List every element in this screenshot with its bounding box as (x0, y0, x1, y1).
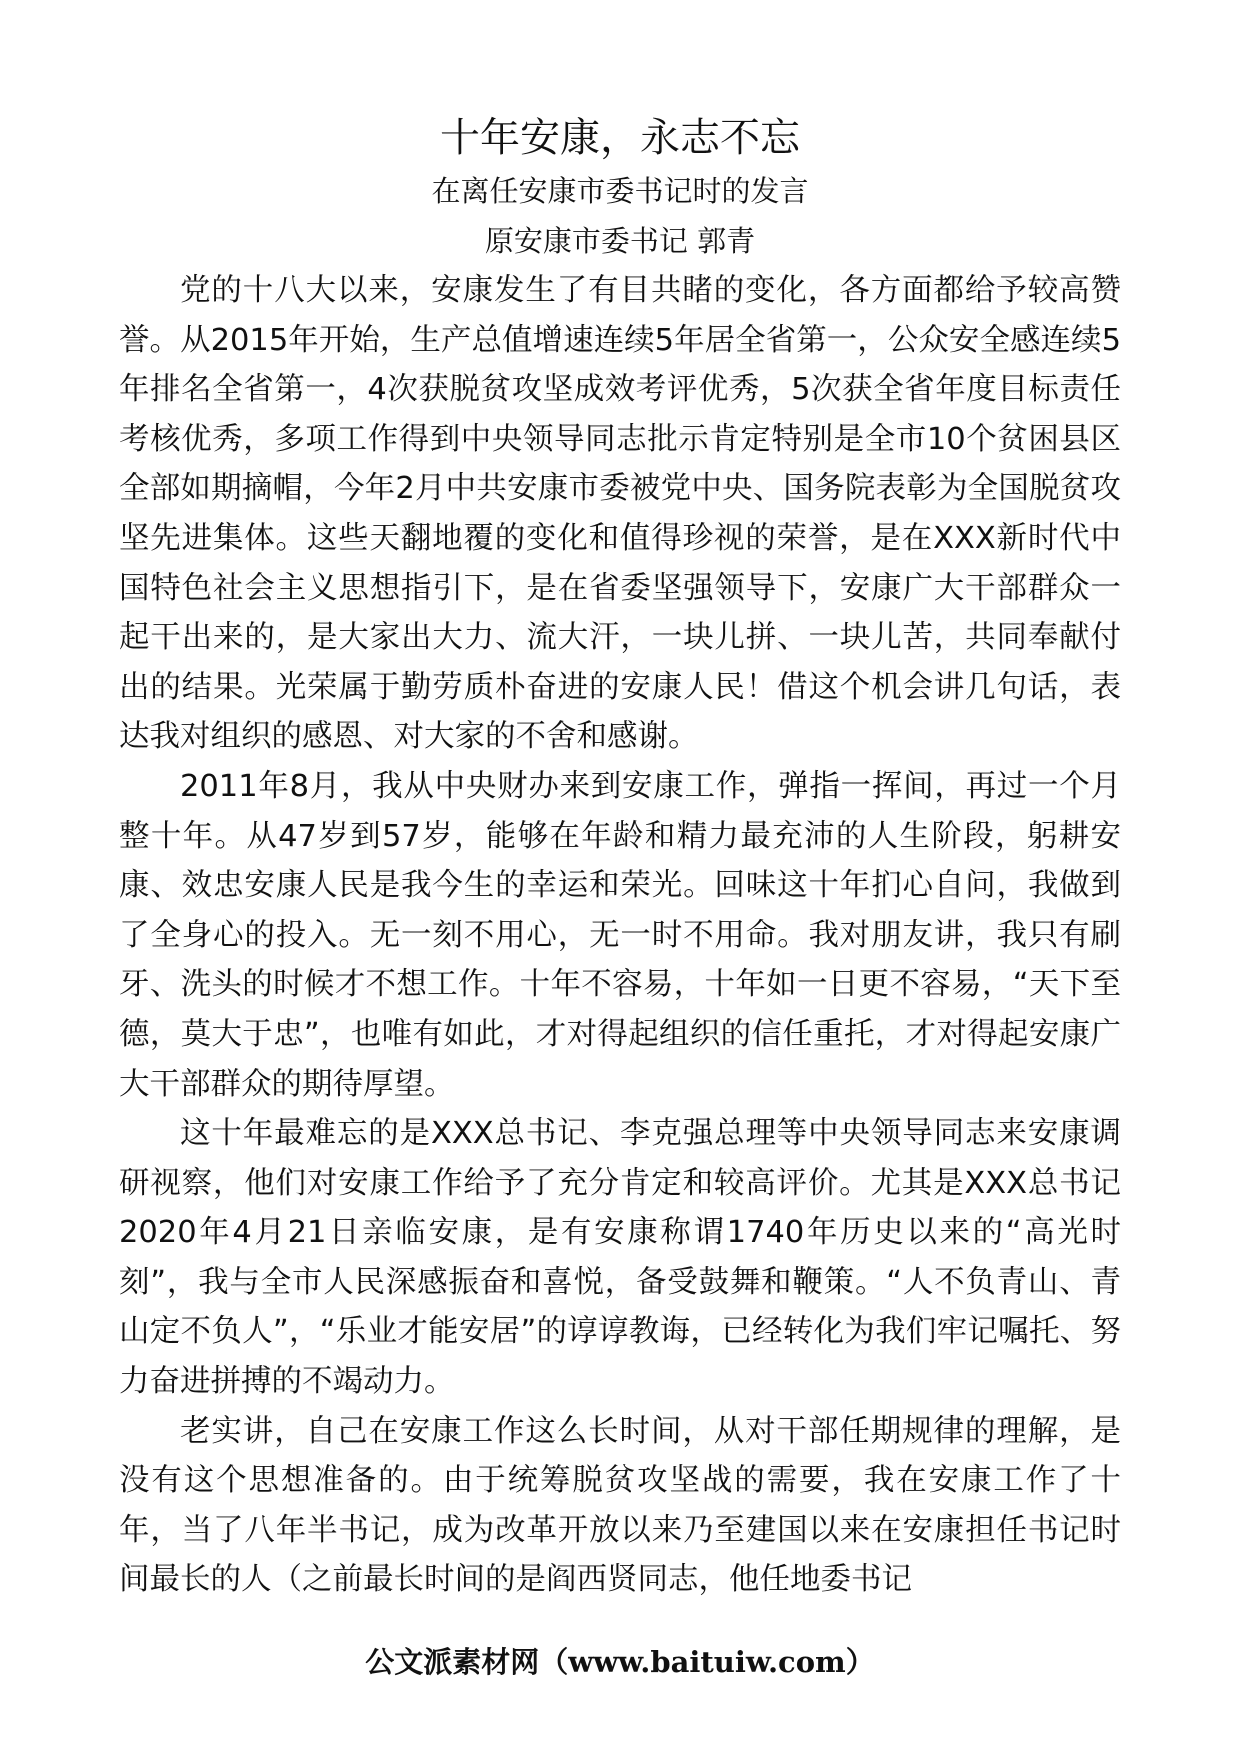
document-subtitle: 在离任安康市委书记时的发言 (431, 174, 809, 208)
document-title: 十年安康，永志不忘 (440, 115, 800, 161)
document-body (119, 266, 1121, 1605)
paragraph: 2011年8月，我从中央财办来到安康工作，弹指一挥间，再过一个月整十年。从47岁到57岁，能够在年龄和精力最充沛的人生阶段，躬耕安康、效忠安康人民是我今生的幸运和荣光。回味这十年扪心自问，我做到了全身心的投入。无一刻不用心，无一时不用命。我对朋友讲，我只有刷牙、洗头的时候才不想工作。十年不容易，十年如一日更不容易，“天下至德，莫大于忠”，也唯有如此，才对得起组织的信任重托，才对得起安康广大干部群众的期待厚望。 (119, 768, 1121, 1102)
paragraph: 这十年最难忘的是XXX总书记、李克强总理等中央领导同志来安康调研视察，他们对安康工作给予了充分肯定和较高评价。尤其是XXX总书记2020年4月21日亲临安康，是有安康称谓1740年历史以来的“高光时刻”，我与全市人民深感振奋和喜悦，备受鼓舞和鞭策。“人不负青山、青山定不负人”，“乐业才能安居”的谆谆教诲，已经转化为我们牢记嘱托、努力奋进拼搏的不竭动力。 (119, 1116, 1121, 1400)
page-footer-watermark: 公文派素材网（www.baituiw.com） (365, 1645, 875, 1679)
document-author: 原安康市委书记 郭青 (484, 224, 756, 258)
paragraph: 老实讲，自己在安康工作这么长时间，从对干部任期规律的理解，是没有这个思想准备的。由于统筹脱贫攻坚战的需要，我在安康工作了十年，当了八年半书记，成为改革开放以来乃至建国以来在安康担任书记时间最长的人（之前最长时间的是阎西贤同志，他任地委书记 (119, 1413, 1121, 1598)
paragraph: 党的十八大以来，安康发生了有目共睹的变化，各方面都给予较高赞誉。从2015年开始，生产总值增速连续5年居全省第一，公众安全感连续5年排名全省第一，4次获脱贫攻坚成效考评优秀，5次获全省年度目标责任考核优秀，多项工作得到中央领导同志批示肯定特别是全市10个贫困县区全部如期摘帽，今年2月中共安康市委被党中央、国务院表彰为全国脱贫攻坚先进集体。这些天翻地覆的变化和值得珍视的荣誉，是在XXX新时代中国特色社会主义思想指引下，是在省委坚强领导下，安康广大干部群众一起干出来的，是大家出大力、流大汗，一块儿拼、一块儿苦，共同奉献付出的结果。光荣属于勤劳质朴奋进的安康人民！借这个机会讲几句话，表达我对组织的感恩、对大家的不舍和感谢。 (119, 273, 1121, 755)
